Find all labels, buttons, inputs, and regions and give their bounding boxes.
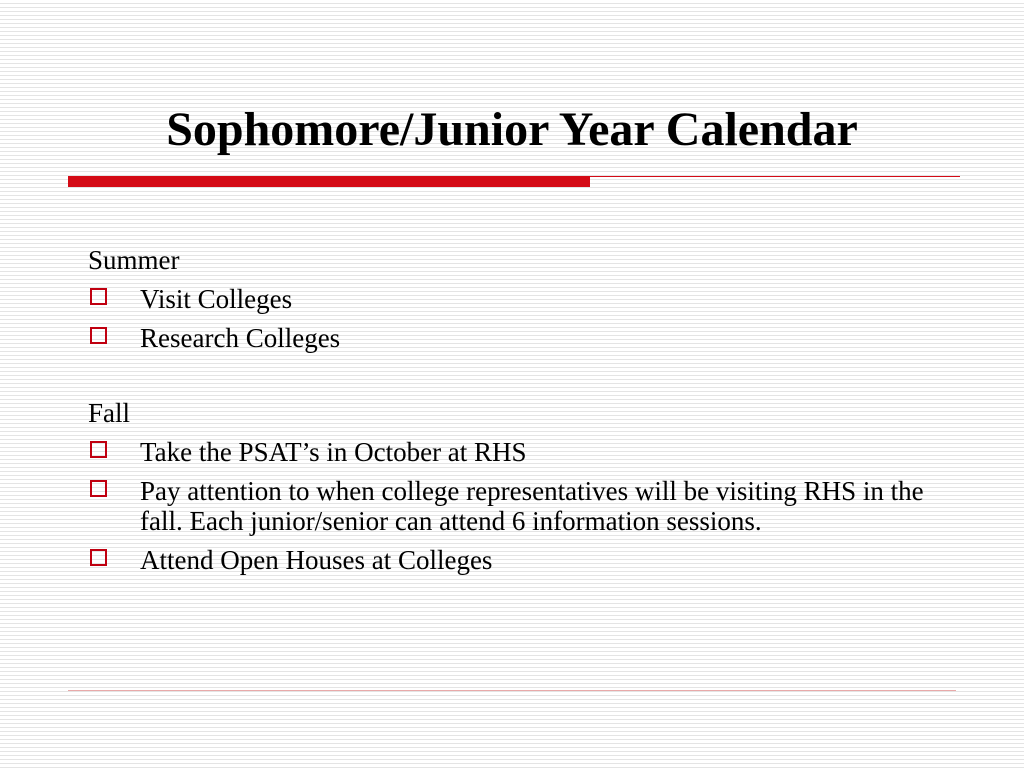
section-spacer xyxy=(88,362,958,398)
title-underline-thin xyxy=(590,176,960,177)
fall-list xyxy=(88,437,958,575)
list-item xyxy=(88,545,958,575)
list-item xyxy=(88,437,958,467)
list-item-text: Visit Colleges xyxy=(140,284,293,314)
slide-body xyxy=(88,245,958,584)
footer-divider xyxy=(68,690,956,691)
section-heading-summer: Summer xyxy=(88,245,180,275)
summer-list xyxy=(88,284,958,353)
list-item xyxy=(88,476,958,536)
list-item-text: Pay attention to when college representatives will be visiting RHS in the fall. Each junior/senior can attend 6 information sessions. xyxy=(140,476,924,536)
slide-title: Sophomore/Junior Year Calendar xyxy=(166,103,858,156)
section-heading-fall: Fall xyxy=(88,398,131,428)
square-bullet-icon xyxy=(90,288,107,305)
square-bullet-icon xyxy=(90,480,107,497)
list-item xyxy=(88,284,958,314)
square-bullet-icon xyxy=(90,441,107,458)
title-underline-thick xyxy=(68,176,590,187)
list-item xyxy=(88,323,958,353)
list-item-text: Research Colleges xyxy=(140,323,341,353)
list-item-text: Take the PSAT’s in October at RHS xyxy=(140,437,527,467)
square-bullet-icon xyxy=(90,327,107,344)
list-item-text: Attend Open Houses at Colleges xyxy=(140,545,493,575)
square-bullet-icon xyxy=(90,549,107,566)
